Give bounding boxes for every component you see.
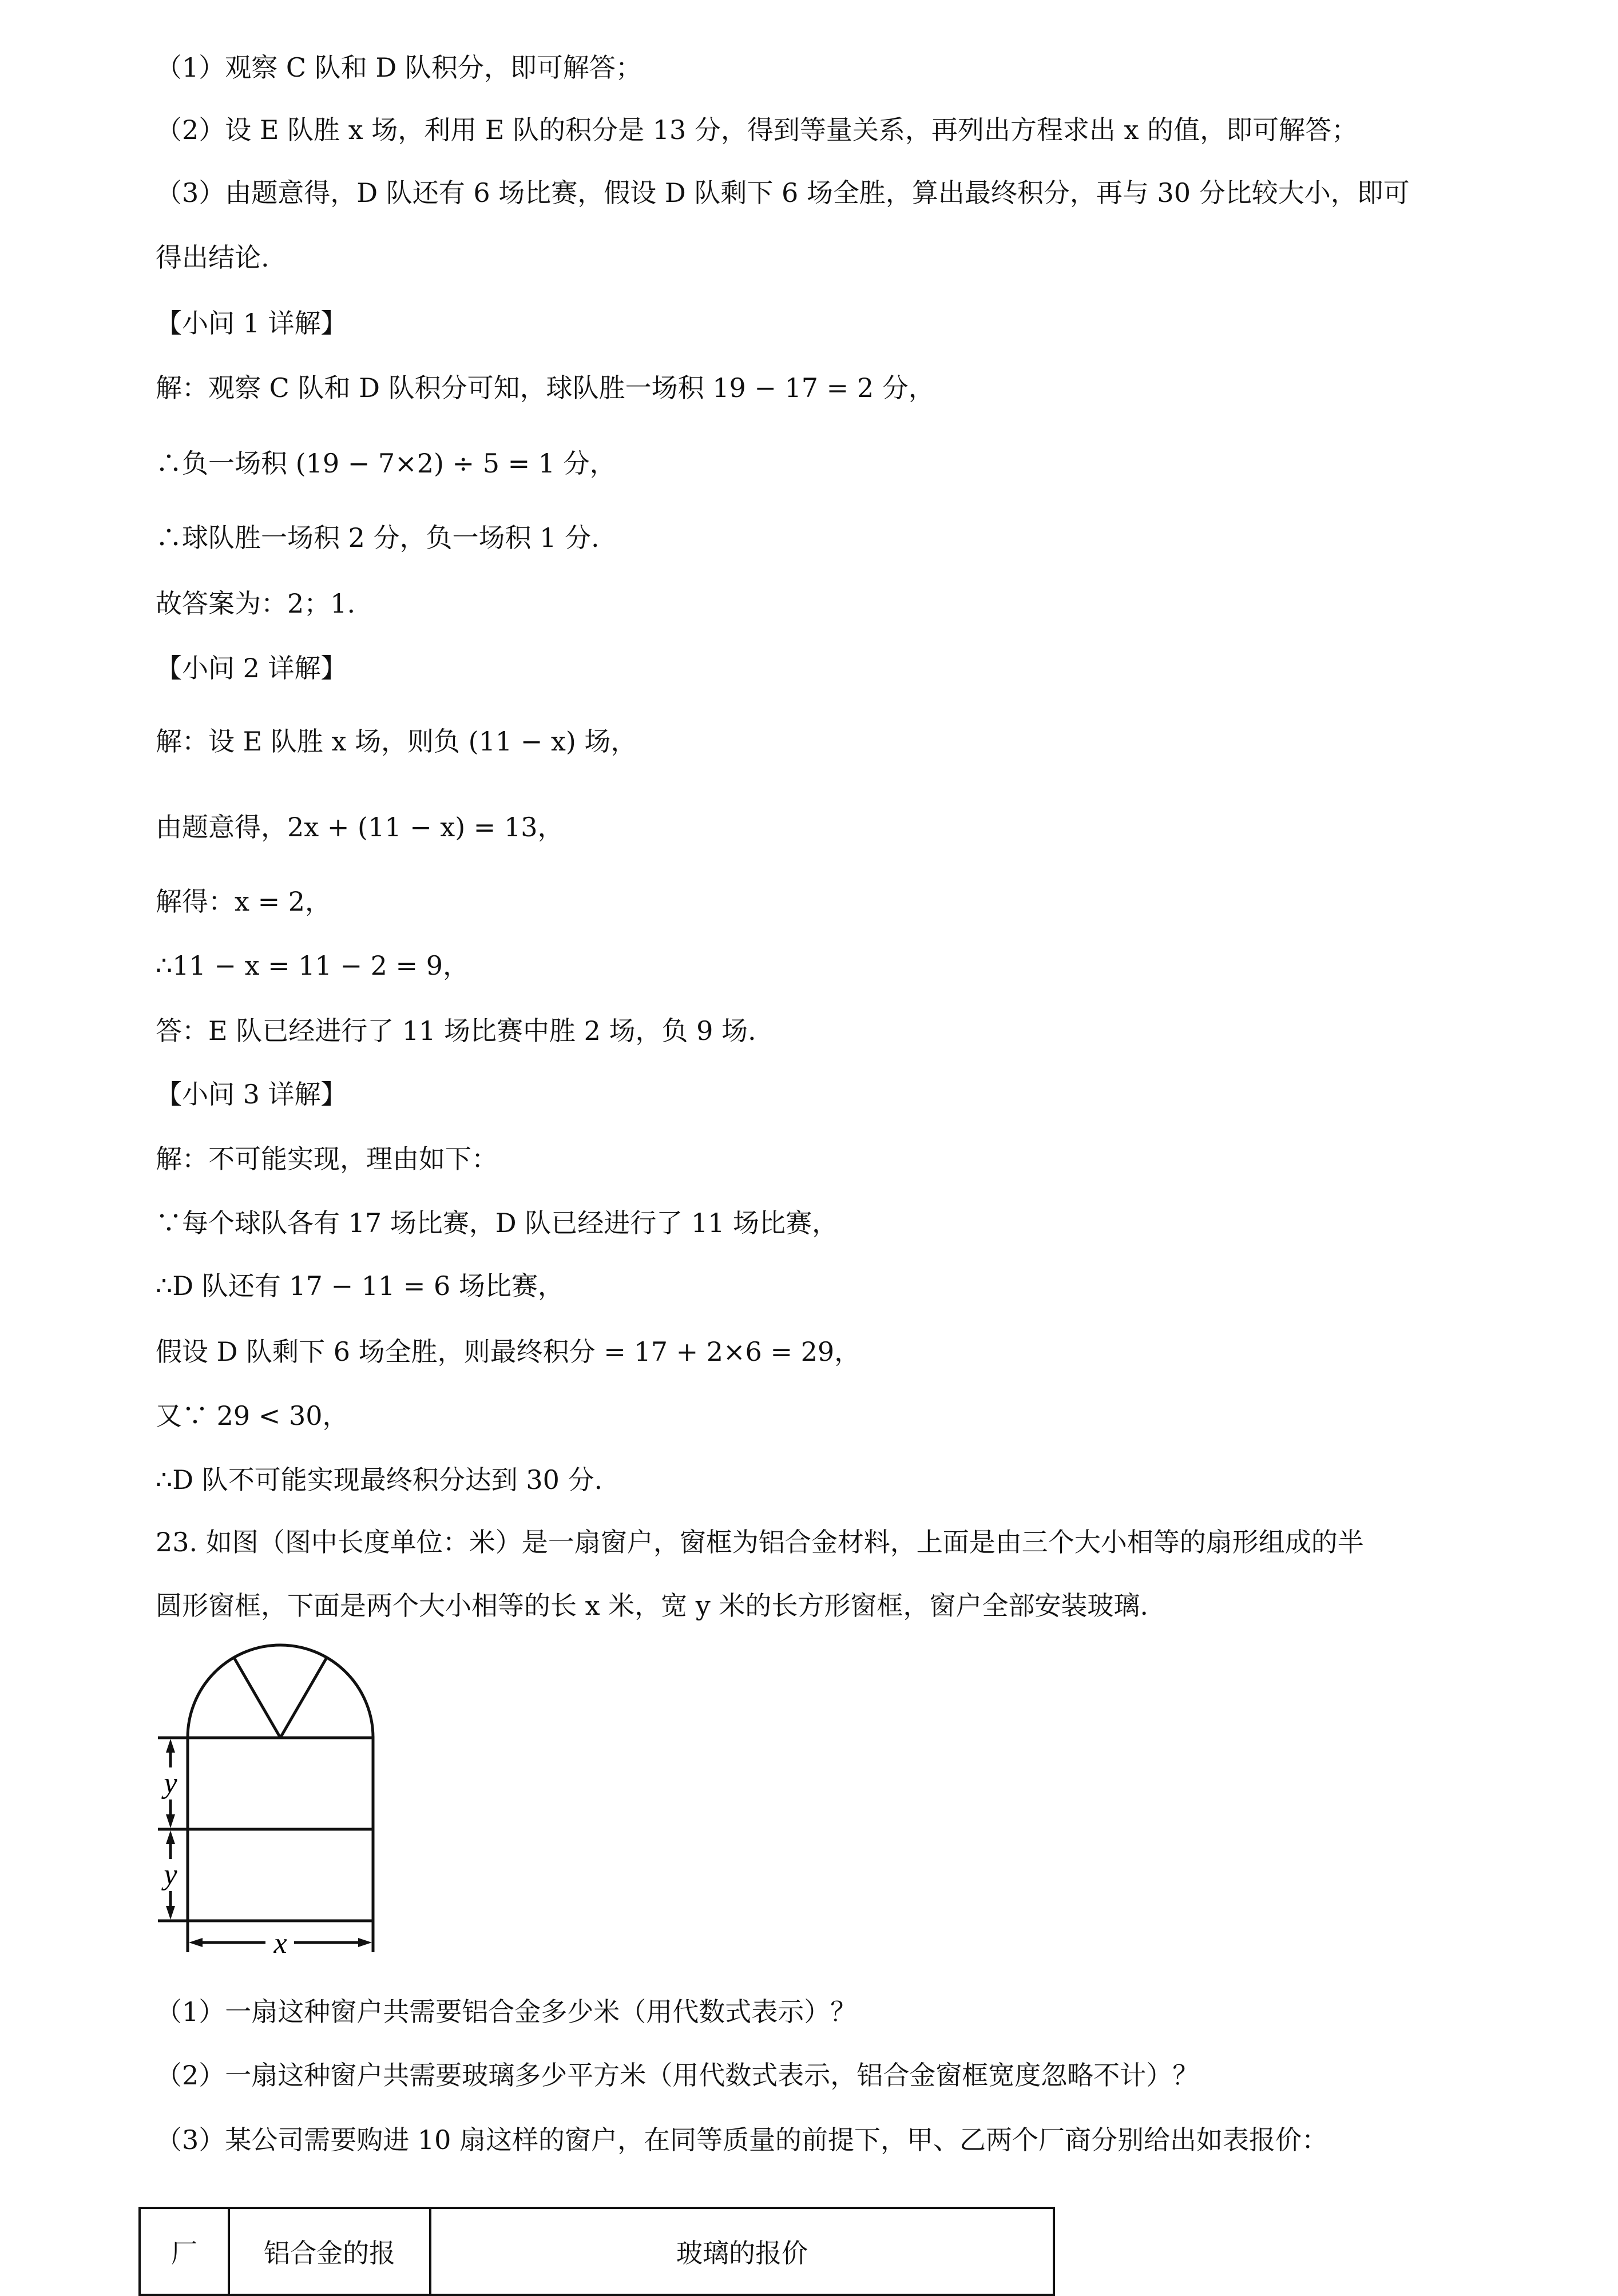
q23-sub-1: （1）一扇这种窗户共需要铝合金多少米（用代数式表示）？ [156,1996,857,2027]
q23-sub-2: （2）一扇这种窗户共需要玻璃多少平方米（用代数式表示，铝合金窗框宽度忽略不计）？ [156,2060,1199,2091]
analysis-line-3a: （3）由题意得，D 队还有 6 场比赛，假设 D 队剩下 6 场全胜，算出最终积分，再与 30 分比较大小，即可 [156,177,1410,208]
part2-line-3: 解得：x = 2， [156,886,331,917]
part1-heading: 【小问 1 详解】 [156,308,347,339]
price-table [138,2207,1055,2296]
part2-heading: 【小问 2 详解】 [156,653,347,684]
part1-line-2: ∴负一场积 (19 − 7×2) ÷ 5 = 1 分， [156,448,616,479]
part3-line-3: ∴D 队还有 17 − 11 = 6 场比赛， [156,1270,564,1301]
table-header-glass-price: 玻璃的报价 [430,2208,1054,2295]
part2-line-4: ∴11 − x = 11 − 2 = 9， [156,950,469,981]
label-y-upper: y [164,1767,177,1800]
sector-line-right [280,1658,327,1738]
semicircle-arc [188,1645,373,1738]
rectangle-lower [188,1829,373,1921]
q23-line-2: 圆形窗框，下面是两个大小相等的长 x 米，宽 y 米的长方形窗框，窗户全部安装玻璃. [156,1590,1149,1621]
part3-line-6: ∴D 队不可能实现最终积分达到 30 分. [156,1464,603,1495]
part2-line-5: 答：E 队已经进行了 11 场比赛中胜 2 场，负 9 场. [156,1015,756,1046]
part1-line-3: ∴球队胜一场积 2 分，负一场积 1 分. [156,522,600,553]
part3-heading: 【小问 3 详解】 [156,1079,347,1110]
arrow-up-2 [166,1830,175,1844]
part3-line-5: 又∵ 29 < 30， [156,1400,349,1431]
arrow-up-1 [166,1739,175,1753]
part2-line-1: 解：设 E 队胜 x 场，则负 (11 − x) 场， [156,726,637,757]
sector-line-left [234,1658,280,1738]
part3-line-1: 解：不可能实现，理由如下： [156,1143,498,1174]
part3-line-4: 假设 D 队剩下 6 场全胜，则最终积分 = 17 + 2×6 = 29， [156,1336,861,1367]
label-x: x [273,1927,287,1960]
table-row [140,2208,1054,2295]
arrow-left-x [189,1938,203,1947]
arrow-right-x [358,1938,372,1947]
analysis-line-3b: 得出结论. [156,242,269,273]
rectangle-upper [188,1738,373,1829]
table-header-vendor: 厂 [140,2208,229,2295]
q23-sub-3: （3）某公司需要购进 10 扇这样的窗户，在同等质量的前提下，甲、乙两个厂商分别给出如表报价： [156,2124,1328,2155]
q23-line-1: 23. 如图（图中长度单位：米）是一扇窗户，窗框为铝合金材料，上面是由三个大小相等的扇形组成的半 [156,1527,1364,1558]
window-figure [148,1640,388,1961]
arrow-down-2 [166,1906,175,1920]
part1-line-4: 故答案为：2；1. [156,588,356,619]
analysis-line-2: （2）设 E 队胜 x 场，利用 E 队的积分是 13 分，得到等量关系，再列出方程求出 x 的值，即可解答； [156,114,1358,145]
table-header-aluminum-price: 铝合金的报 [229,2208,430,2295]
label-y-lower: y [164,1858,177,1891]
analysis-line-1: （1）观察 C 队和 D 队积分，即可解答； [156,52,642,83]
part2-line-2: 由题意得，2x + (11 − x) = 13， [156,812,564,843]
part3-line-2: ∵每个球队各有 17 场比赛，D 队已经进行了 11 场比赛， [156,1207,839,1238]
arrow-down-1 [166,1814,175,1828]
part1-line-1: 解：观察 C 队和 D 队积分可知，球队胜一场积 19 − 17 = 2 分， [156,372,935,403]
